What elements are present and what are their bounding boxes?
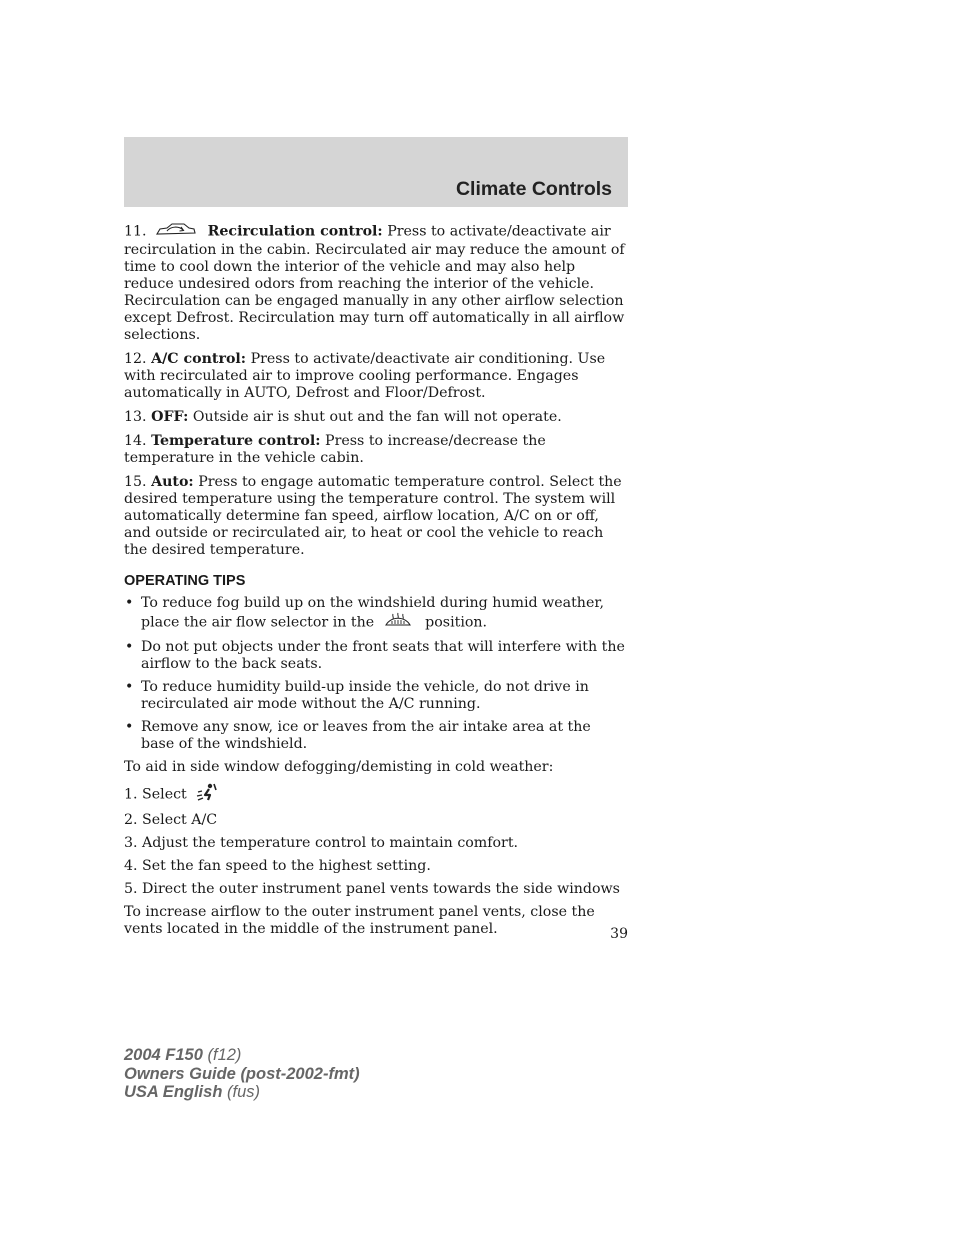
- list-item: [124, 679, 628, 713]
- item-label: Auto:: [151, 474, 194, 490]
- operating-tips-heading: OPERATING TIPS: [124, 573, 246, 589]
- list-item: [124, 783, 628, 806]
- footer-language: USA English: [124, 1083, 223, 1101]
- footer-model-code: (f12): [207, 1046, 242, 1064]
- recirculation-car-icon: [155, 221, 197, 242]
- tip-text: Remove any snow, ice or leaves from the air intake area at the base of the windshield.: [141, 719, 591, 752]
- item-label: Temperature control:: [151, 433, 321, 449]
- footer-line-1: [124, 1046, 360, 1065]
- item-13: [124, 409, 628, 426]
- item-number: 11.: [124, 223, 147, 240]
- list-item: 5. Direct the outer instrument panel vents towards the side windows: [124, 881, 620, 897]
- section-title: Climate Controls: [455, 178, 612, 200]
- list-item: 2. Select A/C: [124, 812, 218, 828]
- item-11: [124, 221, 628, 344]
- list-item: 4. Set the fan speed to the highest setting.: [124, 858, 431, 874]
- item-15: [124, 474, 628, 559]
- defog-intro: To aid in side window defogging/demisting in cold weather:: [124, 759, 554, 775]
- footer-line-3: [124, 1083, 360, 1102]
- tip-text: To reduce fog build up on the windshield during humid weather, place the air flow selector in the: [141, 595, 605, 631]
- item-text: Press to increase/decrease the temperature in the vehicle cabin.: [124, 433, 546, 466]
- list-item: 3. Adjust the temperature control to maintain comfort.: [124, 835, 519, 851]
- footer-guide: Owners Guide (post-2002-fmt): [124, 1064, 360, 1083]
- item-label: Recirculation control:: [207, 223, 383, 240]
- footer-language-code: (fus): [227, 1083, 260, 1101]
- list-item: [124, 719, 628, 753]
- defog-closing: To increase airflow to the outer instrument panel vents, close the vents located in the middle of the instrument panel.: [124, 904, 595, 937]
- page-content: [124, 221, 628, 945]
- item-14: [124, 433, 628, 467]
- footer-model: 2004 F150: [124, 1046, 203, 1064]
- item-number: 14.: [124, 433, 147, 449]
- document-footer: [124, 1046, 360, 1102]
- footer-line-2: [124, 1065, 360, 1084]
- item-label: OFF:: [151, 409, 189, 425]
- tip-text: position.: [425, 614, 488, 631]
- tip-text: Do not put objects under the front seats that will interfere with the airflow to the back seats.: [141, 639, 625, 672]
- defrost-icon: [383, 612, 413, 633]
- item-12: [124, 351, 628, 402]
- operating-tips-list: [124, 595, 628, 753]
- item-text: Press to activate/deactivate air conditioning. Use with recirculated air to improve cooling performance. Engages automatically in AUTO, Defrost and Floor/Defrost.: [124, 351, 606, 401]
- item-number: 15.: [124, 474, 147, 490]
- list-item: [124, 595, 628, 633]
- page-number: 39: [610, 926, 628, 942]
- tip-text: To reduce humidity build-up inside the vehicle, do not drive in recirculated air mode without the A/C running.: [141, 679, 589, 712]
- list-item: [124, 639, 628, 673]
- section-header: [124, 137, 628, 207]
- item-number: 13.: [124, 409, 147, 425]
- defog-steps: [124, 783, 628, 898]
- step-text: 1. Select: [124, 786, 187, 803]
- floor-defrost-icon: [194, 783, 218, 806]
- item-text: Press to activate/deactivate air recirculation in the cabin. Recirculated air may reduce the amount of time to cool down the interior of the vehicle and may also help reduce undesired odors from reaching the interior of the vehicle. Recirculation can be engaged manually in any other airflow selection except Defrost. Recirculation may turn off automatically in all airflow selections.: [124, 223, 625, 343]
- item-text: Outside air is shut out and the fan will not operate.: [192, 409, 562, 425]
- item-label: A/C control:: [151, 351, 247, 367]
- item-text: Press to engage automatic temperature control. Select the desired temperature using the temperature control. The system will automatically determine fan speed, airflow location, A/C on or off, and outside or recirculated air, to heat or cool the vehicle to reach the desired temperature.: [124, 474, 622, 558]
- item-number: 12.: [124, 351, 147, 367]
